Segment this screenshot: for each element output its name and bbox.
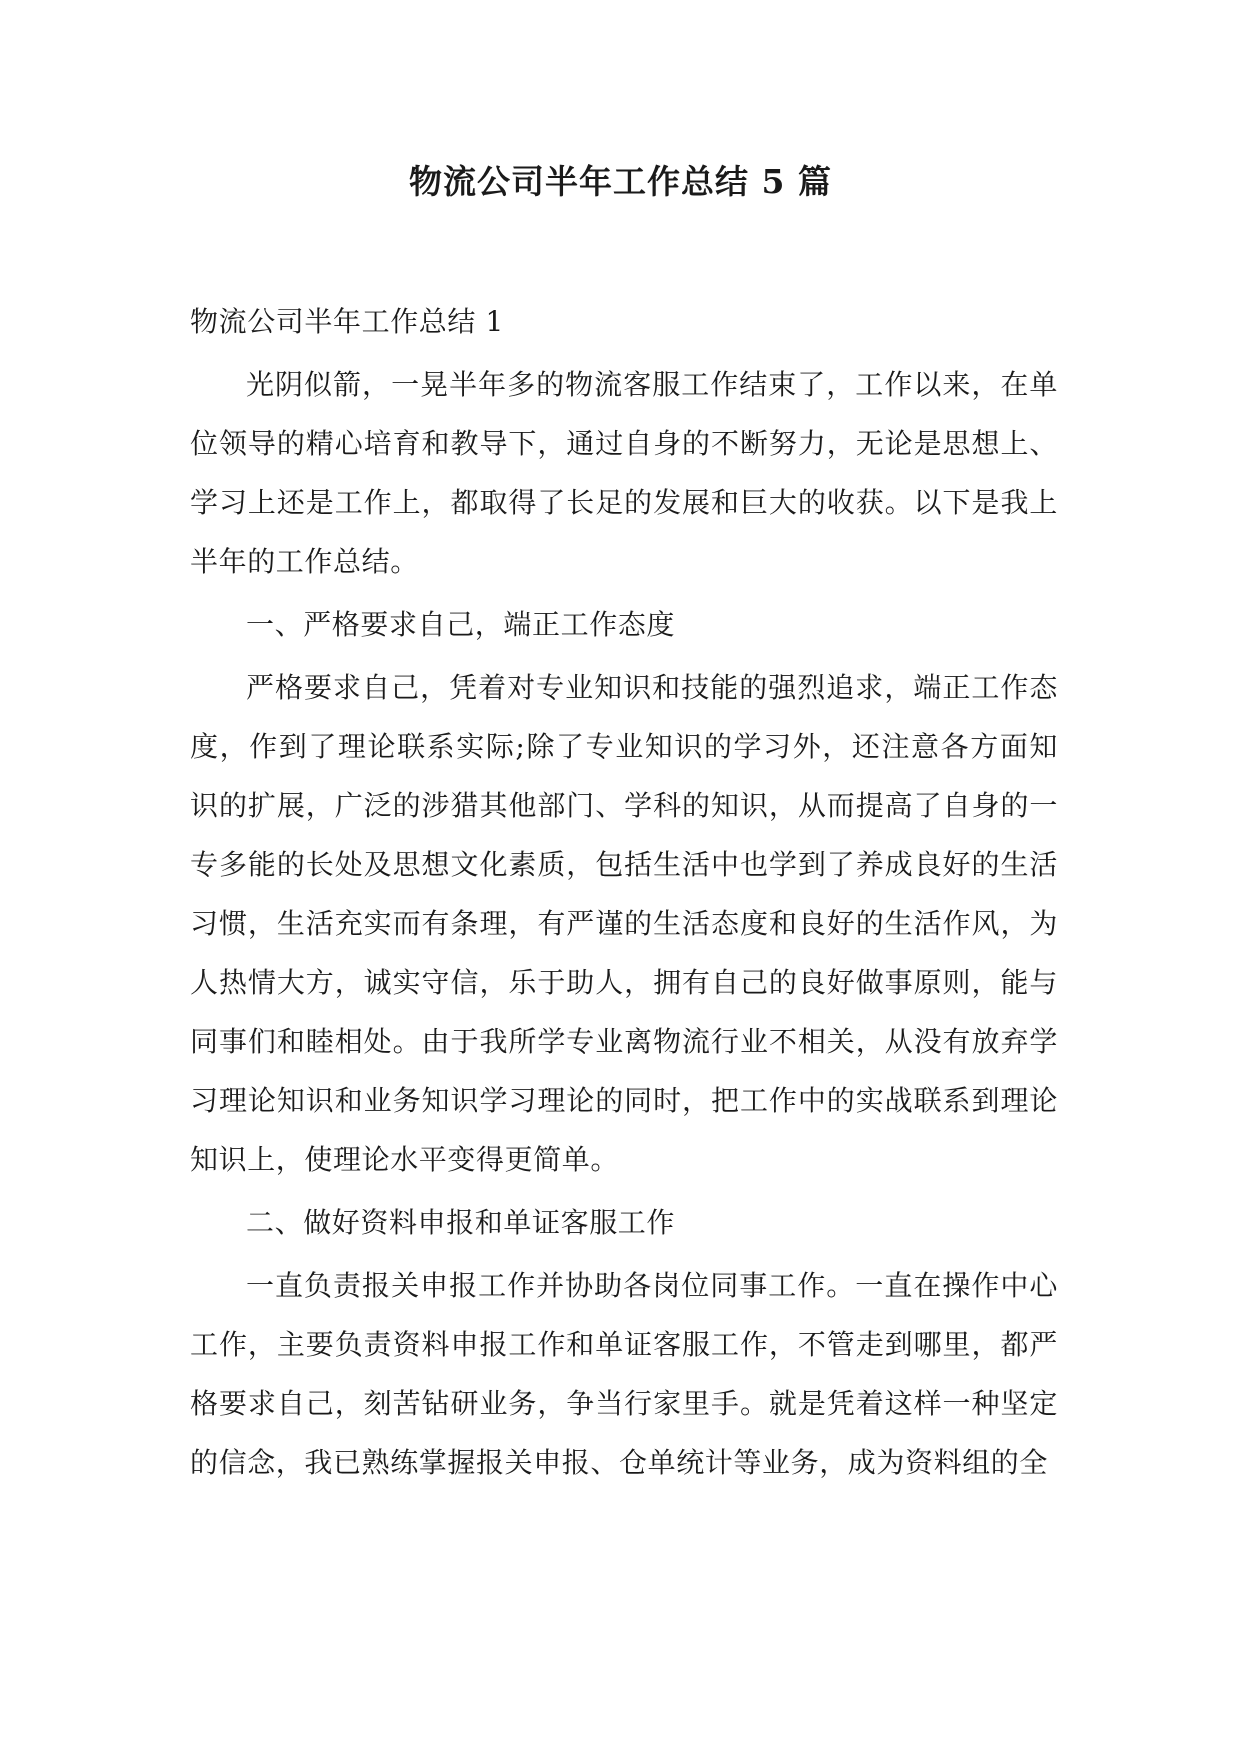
paragraph-declaration: 一直负责报关申报工作并协助各岗位同事工作。一直在操作中心工作，主要负责资料申报工作和单证客服工作，不管走到哪里，都严格要求自己，刻苦钻研业务，争当行家里手。就是凭着这样一种坚定的信念，我已熟练掌握报关申报、仓单统计等业务，成为资料组的全 [190,1269,1058,1479]
subheading-1: 一、严格要求自己，端正工作态度 [246,608,676,641]
paragraph-intro: 光阴似箭，一晃半年多的物流客服工作结束了，工作以来，在单位领导的精心培育和教导下，通过自身的不断努力，无论是思想上、学习上还是工作上，都取得了长足的发展和巨大的收获。以下是我上半年的工作总结。 [190,368,1058,578]
document-title: 物流公司半年工作总结 5 篇 [409,162,832,201]
section-title: 物流公司半年工作总结 1 [190,305,504,338]
paragraph-attitude: 严格要求自己，凭着对专业知识和技能的强烈追求，端正工作态度，作到了理论联系实际;除了专业知识的学习外，还注意各方面知识的扩展，广泛的涉猎其他部门、学科的知识，从而提高了自身的一专多能的长处及思想文化素质，包括生活中也学到了养成良好的生活习惯，生活充实而有条理，有严谨的生活态度和良好的生活作风，为人热情大方，诚实守信，乐于助人，拥有自己的良好做事原则，能与同事们和睦相处。由于我所学专业离物流行业不相关，从没有放弃学习理论知识和业务知识学习理论的同时，把工作中的实战联系到理论知识上，使理论水平变得更简单。 [190,671,1058,1176]
subheading-2: 二、做好资料申报和单证客服工作 [246,1206,676,1239]
document-body [190,292,1058,1496]
